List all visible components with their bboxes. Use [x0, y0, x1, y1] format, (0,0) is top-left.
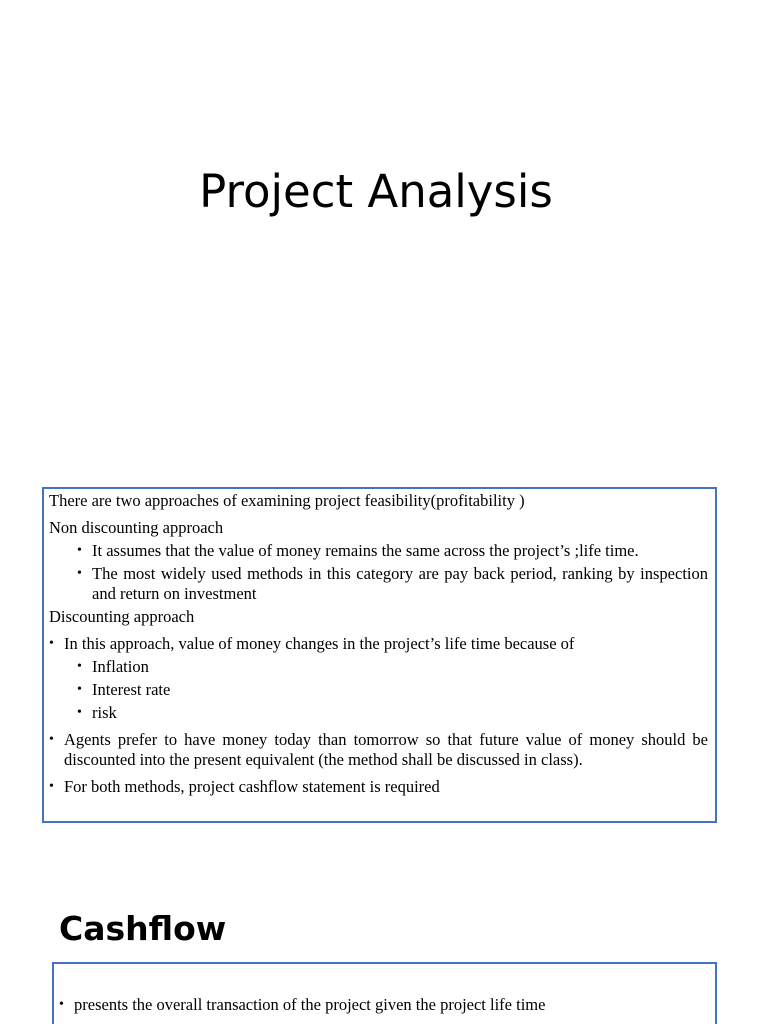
list-item — [49, 703, 708, 723]
bullet-icon: • — [59, 997, 64, 1012]
bullet-icon: • — [77, 682, 82, 697]
bullet-icon: • — [77, 659, 82, 674]
list-item-text: Interest rate — [92, 680, 171, 699]
list-item-text: Inflation — [92, 657, 149, 676]
page-title: Project Analysis — [199, 165, 553, 218]
approaches-text-box — [42, 487, 717, 823]
approaches-intro: There are two approaches of examining project feasibility(profitability ) — [49, 491, 525, 510]
non-discounting-heading: Non discounting approach — [49, 518, 224, 537]
bullet-icon: • — [77, 566, 82, 581]
list-item-text: The most widely used methods in this category are pay back period, ranking by inspection and return on investment — [92, 564, 708, 603]
list-item-text: Agents prefer to have money today than tomorrow so that future value of money should be discounted into the present equivalent (the method shall be discussed in class). — [64, 730, 708, 769]
list-item — [49, 634, 708, 654]
list-item-text: presents the overall transaction of the project given the project life time — [74, 995, 546, 1014]
cashflow-heading: Cashflow — [59, 909, 227, 948]
list-item — [49, 564, 708, 604]
list-item-text: In this approach, value of money changes in the project’s life time because of — [64, 634, 575, 653]
bullet-icon: • — [77, 705, 82, 720]
bullet-icon: • — [49, 636, 54, 651]
bullet-icon: • — [77, 543, 82, 558]
cashflow-text-box — [52, 962, 717, 1024]
list-item-text: It assumes that the value of money remains the same across the project’s ;life time. — [92, 541, 639, 560]
list-item — [49, 777, 708, 797]
list-item — [49, 541, 708, 561]
list-item — [59, 995, 708, 1015]
bullet-icon: • — [49, 779, 54, 794]
list-item — [49, 680, 708, 700]
bullet-icon: • — [49, 732, 54, 747]
list-item-text: For both methods, project cashflow statement is required — [64, 777, 440, 796]
list-item — [49, 657, 708, 677]
list-item-text: risk — [92, 703, 117, 722]
list-item — [49, 730, 708, 770]
discounting-heading: Discounting approach — [49, 607, 195, 626]
